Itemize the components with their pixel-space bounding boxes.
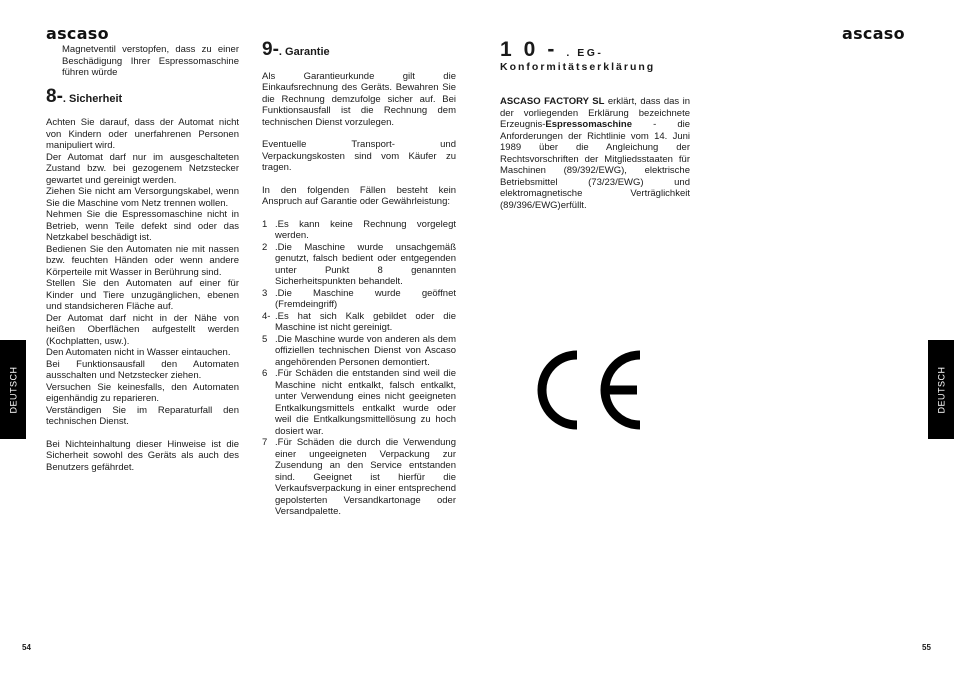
list-item: 3 .Die Maschine wurde geöffnet (Fremdeingriff) (262, 287, 456, 310)
language-tab-left: DEUTSCH (0, 340, 26, 439)
paragraph: Stellen Sie den Automaten auf einer für Kinder und Tiere unzugänglichen, ebenen und standsicheren Fläche auf. (46, 278, 239, 312)
brand-logo-left: ascaso (46, 24, 109, 43)
heading-number: 9- (262, 39, 279, 60)
list-item: 4- .Es hat sich Kalk gebildet oder die Maschine ist nicht gereinigt. (262, 310, 456, 333)
paragraph: Achten Sie darauf, dass der Automat nicht von Kindern oder unerfahrenen Personen manipuliert wird. (46, 117, 239, 151)
paragraph: Nehmen Sie die Espressomaschine nicht in Betrieb, wenn Teile defekt sind oder das Netzkabel beschädigt ist. (46, 209, 239, 243)
list-item: 6 .Für Schäden die entstanden sind weil die Maschine nicht entkalkt, falsch entkalkt, unter Verwendung eines nicht geeigneten Entkalkungsmittels entkalkt wurde oder weil die Entkalkungsmittellösung zu hoch dosiert war. (262, 368, 456, 437)
heading-subtitle: Konformitätserklärung (500, 60, 656, 73)
paragraph: Bedienen Sie den Automaten nie mit nassen bzw. feuchten Händen oder wenn andere Körperteile mit Wasser in Berührung sind. (46, 243, 239, 278)
heading-title: . EG- (566, 47, 604, 59)
heading-title: . Sicherheit (62, 92, 123, 105)
heading-number: 10- (500, 38, 567, 61)
brand-logo-right: ascaso (842, 24, 905, 43)
heading-title: . Garantie (278, 46, 330, 58)
page-number-left: 54 (22, 643, 31, 652)
paragraph: Ziehen Sie nicht am Versorgungskabel, wenn Sie die Maschine vom Netz trennen wollen. (46, 186, 239, 209)
column-warranty (262, 39, 456, 518)
paragraph: Als Garantieurkunde gilt die Einkaufsrechnung des Geräts. Bewahren Sie die Rechnung demzufolge sicher auf. Bei Funktionsausfall ist die Rechnung dem technischen Dienst vorzulegen. (262, 70, 456, 128)
intro-text: Magnetventil verstopfen, dass zu einer Beschädigung Ihrer Espressomaschine führen würde (62, 44, 239, 78)
paragraph: Verständigen Sie im Reparaturfall den technischen Dienst. (46, 404, 239, 427)
list-item: 1 .Es kann keine Rechnung vorgelegt werden. (262, 218, 456, 241)
company-name: ASCASO FACTORY SL (500, 96, 605, 107)
list-item: 2 .Die Maschine wurde unsachgemäß genutzt, falsch bedient oder entgegenden unter Punkt 8 genannten Sicherheitspunkten behandelt. (262, 241, 456, 287)
declaration-text: ASCASO FACTORY SL erklärt, dass das in der vorliegenden Erklärung bezeichnete Erzeugnis-Espressomaschine - die Anforderungen der Richtlinie vom 14. Juni 1989 über die Angleichung der Rechtsvorschriften der Mitgliedsstaaten für Maschinen (89/392/EWG), elektrische Betriebsmittel (73/23/EWG) und elektromagnetische Verträglichkeit (89/396/EWG)erfüllt. (500, 96, 690, 211)
product-name: Espressomaschine (545, 119, 633, 130)
heading-conformity (500, 38, 690, 73)
paragraph: Eventuelle Transport- und Verpackungskosten sind vom Käufer zu tragen. (262, 139, 456, 173)
paragraph: Der Automat darf nicht in der Nähe von heißen Oberflächen aufgestellt werden (Kochplatten, usw.). (46, 312, 239, 347)
paragraph: Versuchen Sie keinesfalls, den Automaten eigenhändig zu reparieren. (46, 381, 239, 404)
language-tab-right: DEUTSCH (928, 340, 954, 439)
paragraph: In den folgenden Fällen besteht kein Anspruch auf Garantie oder Gewährleistung: (262, 184, 456, 207)
column-safety (46, 44, 239, 473)
page-number-right: 55 (922, 643, 931, 652)
paragraph: Der Automat darf nur im ausgeschalteten Zustand bzw. bei gezogenem Netzstecker gewartet und gereinigt werden. (46, 151, 239, 186)
column-conformity (500, 38, 690, 211)
ce-mark-icon (527, 345, 647, 435)
paragraph: Bei Funktionsausfall den Automaten ausschalten und Netzstecker ziehen. (46, 358, 239, 381)
heading-number: 8- (46, 85, 63, 107)
list-item: 7 .Für Schäden die durch die Verwendung einer ungeeigneten Verpackung zur Zusendung an den Service entstanden sind. Geeignet ist hierfür die Verkaufsverpackung in einer entsprechend gepolsterten Versandkartonage oder Versandpalette. (262, 437, 456, 517)
heading-warranty (262, 39, 456, 60)
paragraph: Den Automaten nicht in Wasser eintauchen. (46, 347, 231, 358)
paragraph: Bei Nichteinhaltung dieser Hinweise ist die Sicherheit sowohl des Geräts als auch des Benutzers gefährdet. (46, 438, 239, 473)
list-item: 5 .Die Maschine wurde von anderen als dem offiziellen technischen Dienst von Ascaso angehörenden Personen demontiert. (262, 333, 456, 368)
heading-safety (46, 85, 239, 107)
